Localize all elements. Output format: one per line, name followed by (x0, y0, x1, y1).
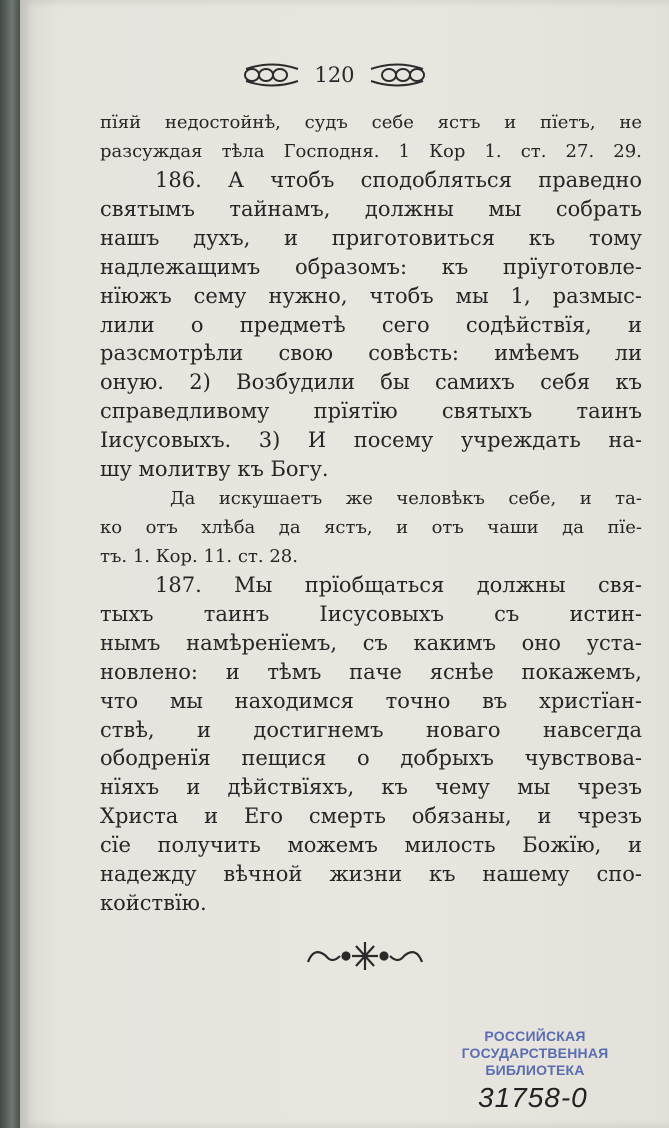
text-line: Христа и Его смерть обязаны, и чрезъ (100, 804, 642, 829)
text-line: 187. Мы прїобщаться должны свя- (155, 572, 642, 597)
stamp-line-2: ГОСУДАРСТВЕННАЯ (461, 1045, 609, 1061)
tailpiece-ornament-icon (300, 938, 430, 974)
text-line: 186. А чтобъ сподобляться праведно (155, 168, 642, 192)
text-line: разсуждая тѣла Господня. 1 Кор 1. ст. 27. 29. (100, 141, 642, 162)
book-spine (0, 0, 20, 1128)
text-line: нашъ духъ, и приготовиться къ тому (100, 225, 642, 250)
left-ornament-icon (242, 62, 302, 88)
stamp-line-3: БИБЛИОТЕКА (485, 1062, 585, 1078)
text-line: нымъ намѣренїемъ, съ какимъ оно уста- (100, 630, 642, 655)
text-line: разсмотрѣли свою совѣсть: имѣемъ ли (100, 341, 642, 366)
right-ornament-icon (367, 62, 427, 88)
stamp-line-1: РОССИЙСКАЯ (484, 1028, 586, 1044)
text-line: оную. 2) Возбудили бы самихъ себя къ (100, 370, 642, 395)
page-header (0, 58, 669, 92)
text-line: ободренїя пещися о добрыхъ чувствова- (100, 746, 642, 771)
text-line: что мы находимся точно въ христїан- (100, 688, 642, 713)
page-text (100, 108, 642, 918)
text-line: койствїю. (100, 890, 207, 915)
text-line: нїяхъ и дѣйствїяхъ, къ чему мы чрезъ (100, 775, 642, 800)
text-line: нїюжъ сему нужно, чтобъ мы 1, размыс- (100, 283, 642, 308)
inventory-number: 31758-0 (478, 1082, 588, 1113)
text-line: пїяй недостойнѣ, судъ себе ястъ и пїетъ, не (100, 112, 642, 133)
text-line: Да искушаетъ же человѣкъ себе, и та- (170, 487, 642, 509)
text-line: Іисусовыхъ. 3) И посему учреждать на- (100, 428, 642, 453)
text-line: тъ. 1. Кор. 11. ст. 28. (100, 545, 298, 567)
text-line: сїе получить можемъ милость Божїю, и (100, 833, 642, 858)
text-line: тыхъ таинъ Іисусовыхъ съ истин- (100, 601, 642, 626)
text-line: ко отъ хлѣба да ястъ, и отъ чаши да пїе- (100, 516, 642, 538)
page-number: 120 (314, 63, 355, 87)
text-line: лили о предметѣ сего содѣйствїя, и (100, 312, 642, 337)
text-line: новлено: и тѣмъ паче яснѣе покажемъ, (100, 659, 642, 684)
text-line: справедливому прїятїю святыхъ таинъ (100, 399, 642, 424)
text-line: ствѣ, и достигнемъ новаго навсегда (100, 717, 642, 742)
text-line: святымъ тайнамъ, должны мы собрать (100, 196, 642, 221)
library-stamp (455, 1028, 615, 1079)
text-line: надежду вѣчной жизни къ нашему спо- (100, 862, 642, 887)
text-line: шу молитву къ Богу. (100, 457, 329, 482)
text-line: надлежащимъ образомъ: къ прїуготовле- (100, 254, 642, 279)
